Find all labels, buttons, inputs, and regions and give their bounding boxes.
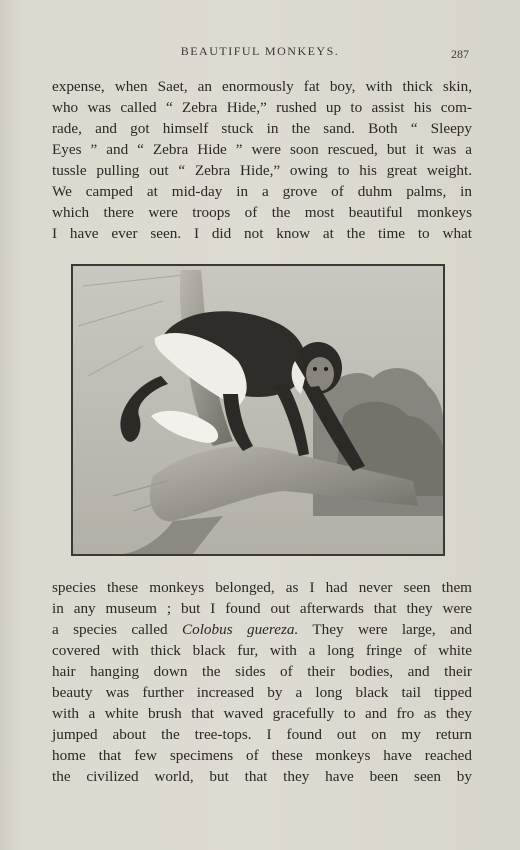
- text-line: in any museum ; but I found out afterwards that they were: [52, 600, 472, 617]
- monkey-eye: [324, 367, 328, 371]
- body-text-bottom: [52, 577, 472, 787]
- running-title: BEAUTIFUL MONKEYS.: [180, 44, 340, 58]
- text-line: which there were troops of the most beautiful monkeys: [52, 204, 472, 221]
- page-number: 287: [451, 47, 469, 61]
- text-line: We camped at mid-day in a grove of duhm palms, in: [52, 183, 472, 200]
- text-line: the civilized world, but that they have been seen by: [52, 768, 472, 785]
- text-line: species these monkeys belonged, as I had never seen them: [52, 579, 472, 596]
- text-line: expense, when Saet, an enormously fat boy, with thick skin,: [52, 78, 472, 95]
- monkey-illustration: [71, 264, 445, 556]
- text-line: home that few specimens of these monkeys have reached: [52, 747, 472, 764]
- monkey-eye: [313, 367, 317, 371]
- text-line: jumped about the tree-tops. I found out on my return: [52, 726, 472, 743]
- text-line: who was called “ Zebra Hide,” rushed up to assist his com-: [52, 99, 472, 116]
- text-segment: a species called: [52, 621, 182, 638]
- species-name: Colobus guereza.: [181, 621, 299, 638]
- text-line: rade, and got himself stuck in the sand. Both “ Sleepy: [52, 120, 472, 137]
- text-line: covered with thick black fur, with a long fringe of white: [52, 642, 472, 659]
- text-line: hair hanging down the sides of their bodies, and their: [52, 663, 472, 680]
- text-segment: They were large, and: [298, 621, 473, 638]
- text-line: beauty was further increased by a long black tail tipped: [52, 684, 472, 701]
- text-line: tussle pulling out “ Zebra Hide,” owing to his great weight.: [52, 162, 472, 179]
- monkey-face: [306, 357, 334, 391]
- monkey-engraving: [73, 266, 443, 554]
- text-line: with a white brush that waved gracefully to and fro as they: [52, 705, 472, 722]
- text-line: Eyes ” and “ Zebra Hide ” were soon rescued, but it was a: [52, 141, 472, 158]
- body-text-top: [52, 76, 472, 244]
- text-line: I have ever seen. I did not know at the time to what: [52, 225, 472, 242]
- text-line-with-species: [52, 619, 472, 640]
